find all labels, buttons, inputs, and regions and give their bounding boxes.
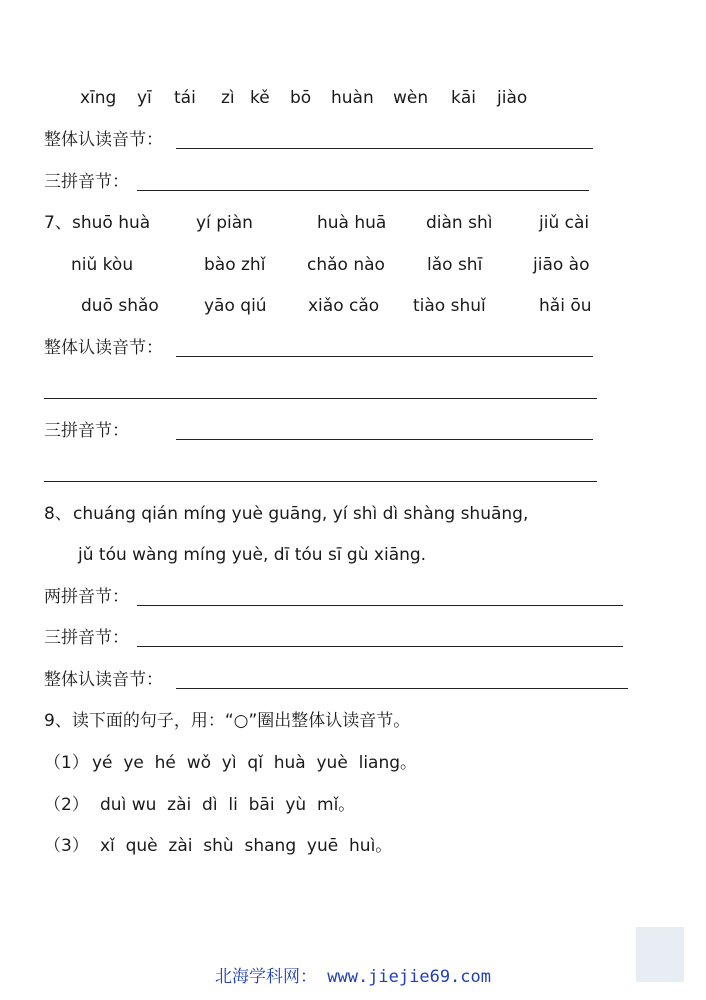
pinyin-word: shuō huà (72, 213, 151, 233)
sentence-number: （1） (44, 753, 89, 773)
liangpin-label: 两拼音节： (44, 587, 129, 607)
pinyin-word: huà huā (317, 213, 387, 233)
pinyin-item: wèn (393, 88, 429, 108)
sentence-text: yé ye hé wǒ yì qǐ huà yuè liang。 (92, 753, 418, 773)
pinyin-item: kě (250, 88, 270, 108)
pinyin-word: xiǎo cǎo (308, 296, 380, 316)
pinyin-word: duō shǎo (81, 296, 159, 316)
answer-line[interactable] (176, 688, 628, 689)
pinyin-word: chǎo nào (307, 255, 385, 275)
pinyin-word: bào zhǐ (204, 255, 266, 275)
pinyin-word: jiǔ cài (539, 213, 590, 233)
pinyin-item: yī (137, 88, 152, 108)
pinyin-item: tái (174, 88, 196, 108)
pinyin-word: tiào shuǐ (413, 296, 486, 316)
sentence-number: （2） (44, 795, 89, 815)
poem-line-2: jǔ tóu wàng míng yuè, dī tóu sī gù xiāng. (78, 545, 427, 565)
sanpin-label: 三拼音节： (44, 172, 129, 192)
footer-watermark: 北海学科网： www.jiejie69.com (215, 967, 491, 987)
sentence-text: xǐ què zài shù shang yuē huì。 (100, 836, 393, 856)
answer-line[interactable] (137, 646, 623, 647)
pinyin-word: yí piàn (196, 213, 253, 233)
pinyin-item: huàn (331, 88, 374, 108)
pinyin-item: xīng (80, 88, 117, 108)
zhengti-label: 整体认读音节： (44, 670, 163, 690)
zhengti-label: 整体认读音节： (44, 130, 163, 150)
pinyin-word: niǔ kòu (71, 255, 134, 275)
pinyin-item: jiào (497, 88, 528, 108)
pinyin-word: diàn shì (426, 213, 493, 233)
poem-line-1: chuáng qián míng yuè guāng, yí shì dì shàng shuāng, (73, 504, 529, 524)
sentence-number: （3） (44, 836, 89, 856)
sanpin-label: 三拼音节： (44, 628, 129, 648)
question-number: 8、 (44, 504, 72, 524)
answer-line[interactable] (176, 148, 593, 149)
answer-line[interactable] (176, 439, 593, 440)
answer-line[interactable] (176, 356, 593, 357)
sentence-text: duì wu zài dì li bāi yù mǐ。 (100, 795, 356, 815)
sanpin-label: 三拼音节： (44, 421, 129, 441)
question-number: 7、 (44, 213, 72, 233)
answer-line[interactable] (137, 605, 623, 606)
pinyin-word: hǎi ōu (539, 296, 592, 316)
zhengti-label: 整体认读音节： (44, 338, 163, 358)
pinyin-word: jiāo ào (533, 255, 590, 275)
answer-line[interactable] (137, 190, 589, 191)
question-instruction: 9、读下面的句子，用：“○”圈出整体认读音节。 (44, 711, 411, 731)
answer-line[interactable] (44, 481, 597, 482)
pinyin-word: yāo qiú (204, 296, 267, 316)
answer-line[interactable] (44, 398, 597, 399)
pinyin-word: lǎo shī (427, 255, 483, 275)
pinyin-item: bō (290, 88, 312, 108)
pinyin-item: zì (221, 88, 235, 108)
pinyin-item: kāi (451, 88, 476, 108)
